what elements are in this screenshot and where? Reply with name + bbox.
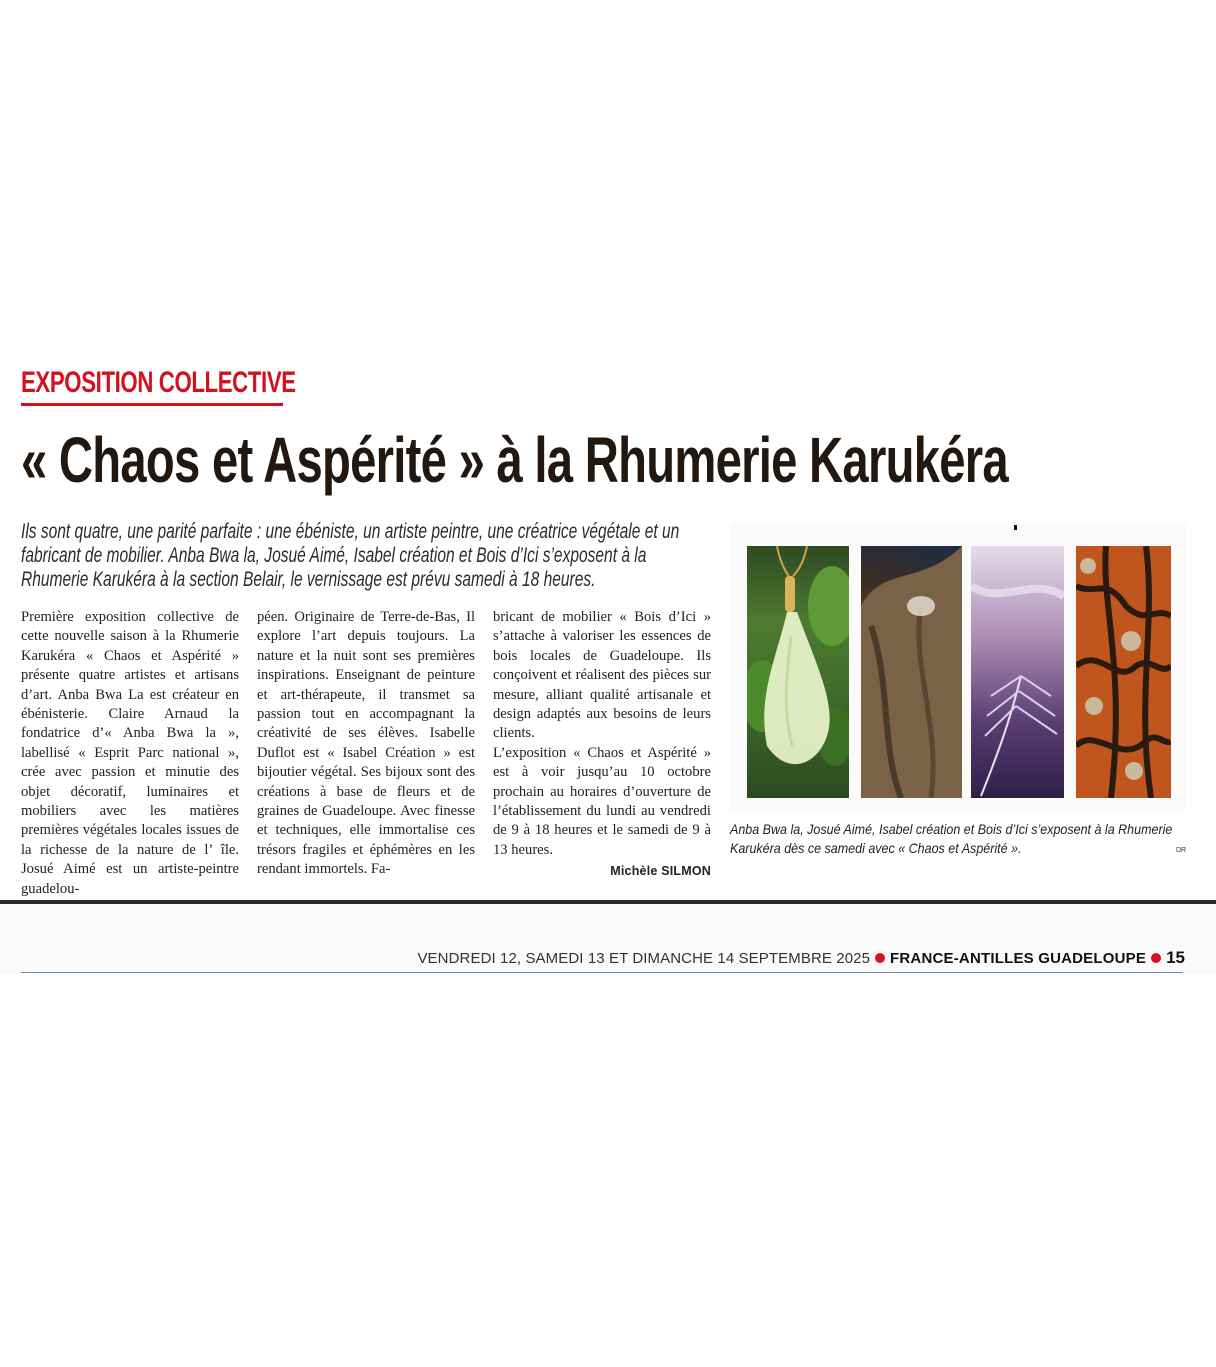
photo-panel-jewel [747,546,849,798]
issue-date: VENDREDI 12, SAMEDI 13 ET DIMANCHE 14 SEPTEMBRE 2025 [417,949,871,967]
photo-panel-fern [971,546,1064,798]
page-number: 15 [1166,948,1185,967]
article-column-1 [21,608,239,899]
author-signature: Michèle SILMON [610,864,711,879]
pattern-illustration [1076,546,1171,798]
photo-panel-pattern [1076,546,1171,798]
photo-panel-wood [861,546,962,798]
article-column-3 [493,608,711,882]
wood-illustration [861,546,962,798]
article-headline: « Chaos et Aspérité » à la Rhumerie Karukéra [21,424,1008,496]
article-lead: Ils sont quatre, une parité parfaite : une ébéniste, un artiste peintre, une créatrice végétale et un fabricant de mobilier. Anba Bwa la, Josué Aimé, Isabel création et Bois d’Ici s’exposent à la Rhumerie Karukéra à la section Belair, le vernissage est prévu samedi à 18 heures. [21,520,680,591]
newspaper-name: FRANCE-ANTILLES GUADELOUPE [890,949,1147,967]
fern-illustration [971,546,1064,798]
photo-speck [1014,525,1017,530]
column-3-text-continued: L’exposition « Chaos et Aspérité » est à voir jusqu’au 10 octobre prochain au horaires d’ouverture de l’établissement du lundi au vendredi de 9 à 18 heures et le samedi de 9 à 13 heures. [493,744,711,858]
article-column-2 [257,608,475,880]
column-3-text: bricant de mobilier « Bois d’Ici » s’attache à valoriser les essences de bois locales de Guadeloupe. Ils conçoivent et réalisent des pièces sur mesure, alliant qualité artisanale et design adaptés aux besoins de leurs clients. [493,609,711,742]
page-footer [417,948,1185,968]
red-dot-icon [875,953,885,963]
section-kicker: EXPOSITION COLLECTIVE [21,366,296,399]
footer-underline [21,972,1183,973]
kicker-underline [21,403,283,406]
column-2-text: péen. Originaire de Terre-de-Bas, Il explore l’art depuis toujours. La nature et la nuit sont ses premières inspirations. Enseignant de peinture et art-thérapeute, il transmet sa passion tout en accompagnant la créativité de ses élèves. Isabelle Duflot est « Isabel Création » est bijoutier végétal. Ses bijoux sont des créations à base de fleurs et de graines de Guadeloupe. Avec finesse et techniques, elle immortalise ces trésors fragiles et éphémères en les rendant immortels. Fa- [257,609,475,878]
photo-credit: DR [1176,847,1187,854]
pendant-illustration [747,546,849,798]
article-photo [730,522,1186,812]
photo-caption: Anba Bwa la, Josué Aimé, Isabel création et Bois d’Ici s’exposent à la Rhumerie Karukéra dès ce samedi avec « Chaos et Aspérité ». [730,822,1173,856]
column-1-text: Première exposition collective de cette nouvelle saison à la Rhumerie Karukéra « Chaos et Aspérité » présente quatre artistes et artisans d’art. Anba Bwa La est créateur en ébénisterie. Claire Arnaud la fondatrice d’« Anba Bwa la », labellisé « Esprit Parc national », crée avec passion et minutie des objet décoratif, luminaires et mobiliers avec les matières premières végétales locales issues de la richesse de la nature de l’ île. Josué Aimé est un artiste-peintre guadelou- [21,609,239,897]
red-dot-icon [1151,953,1161,963]
